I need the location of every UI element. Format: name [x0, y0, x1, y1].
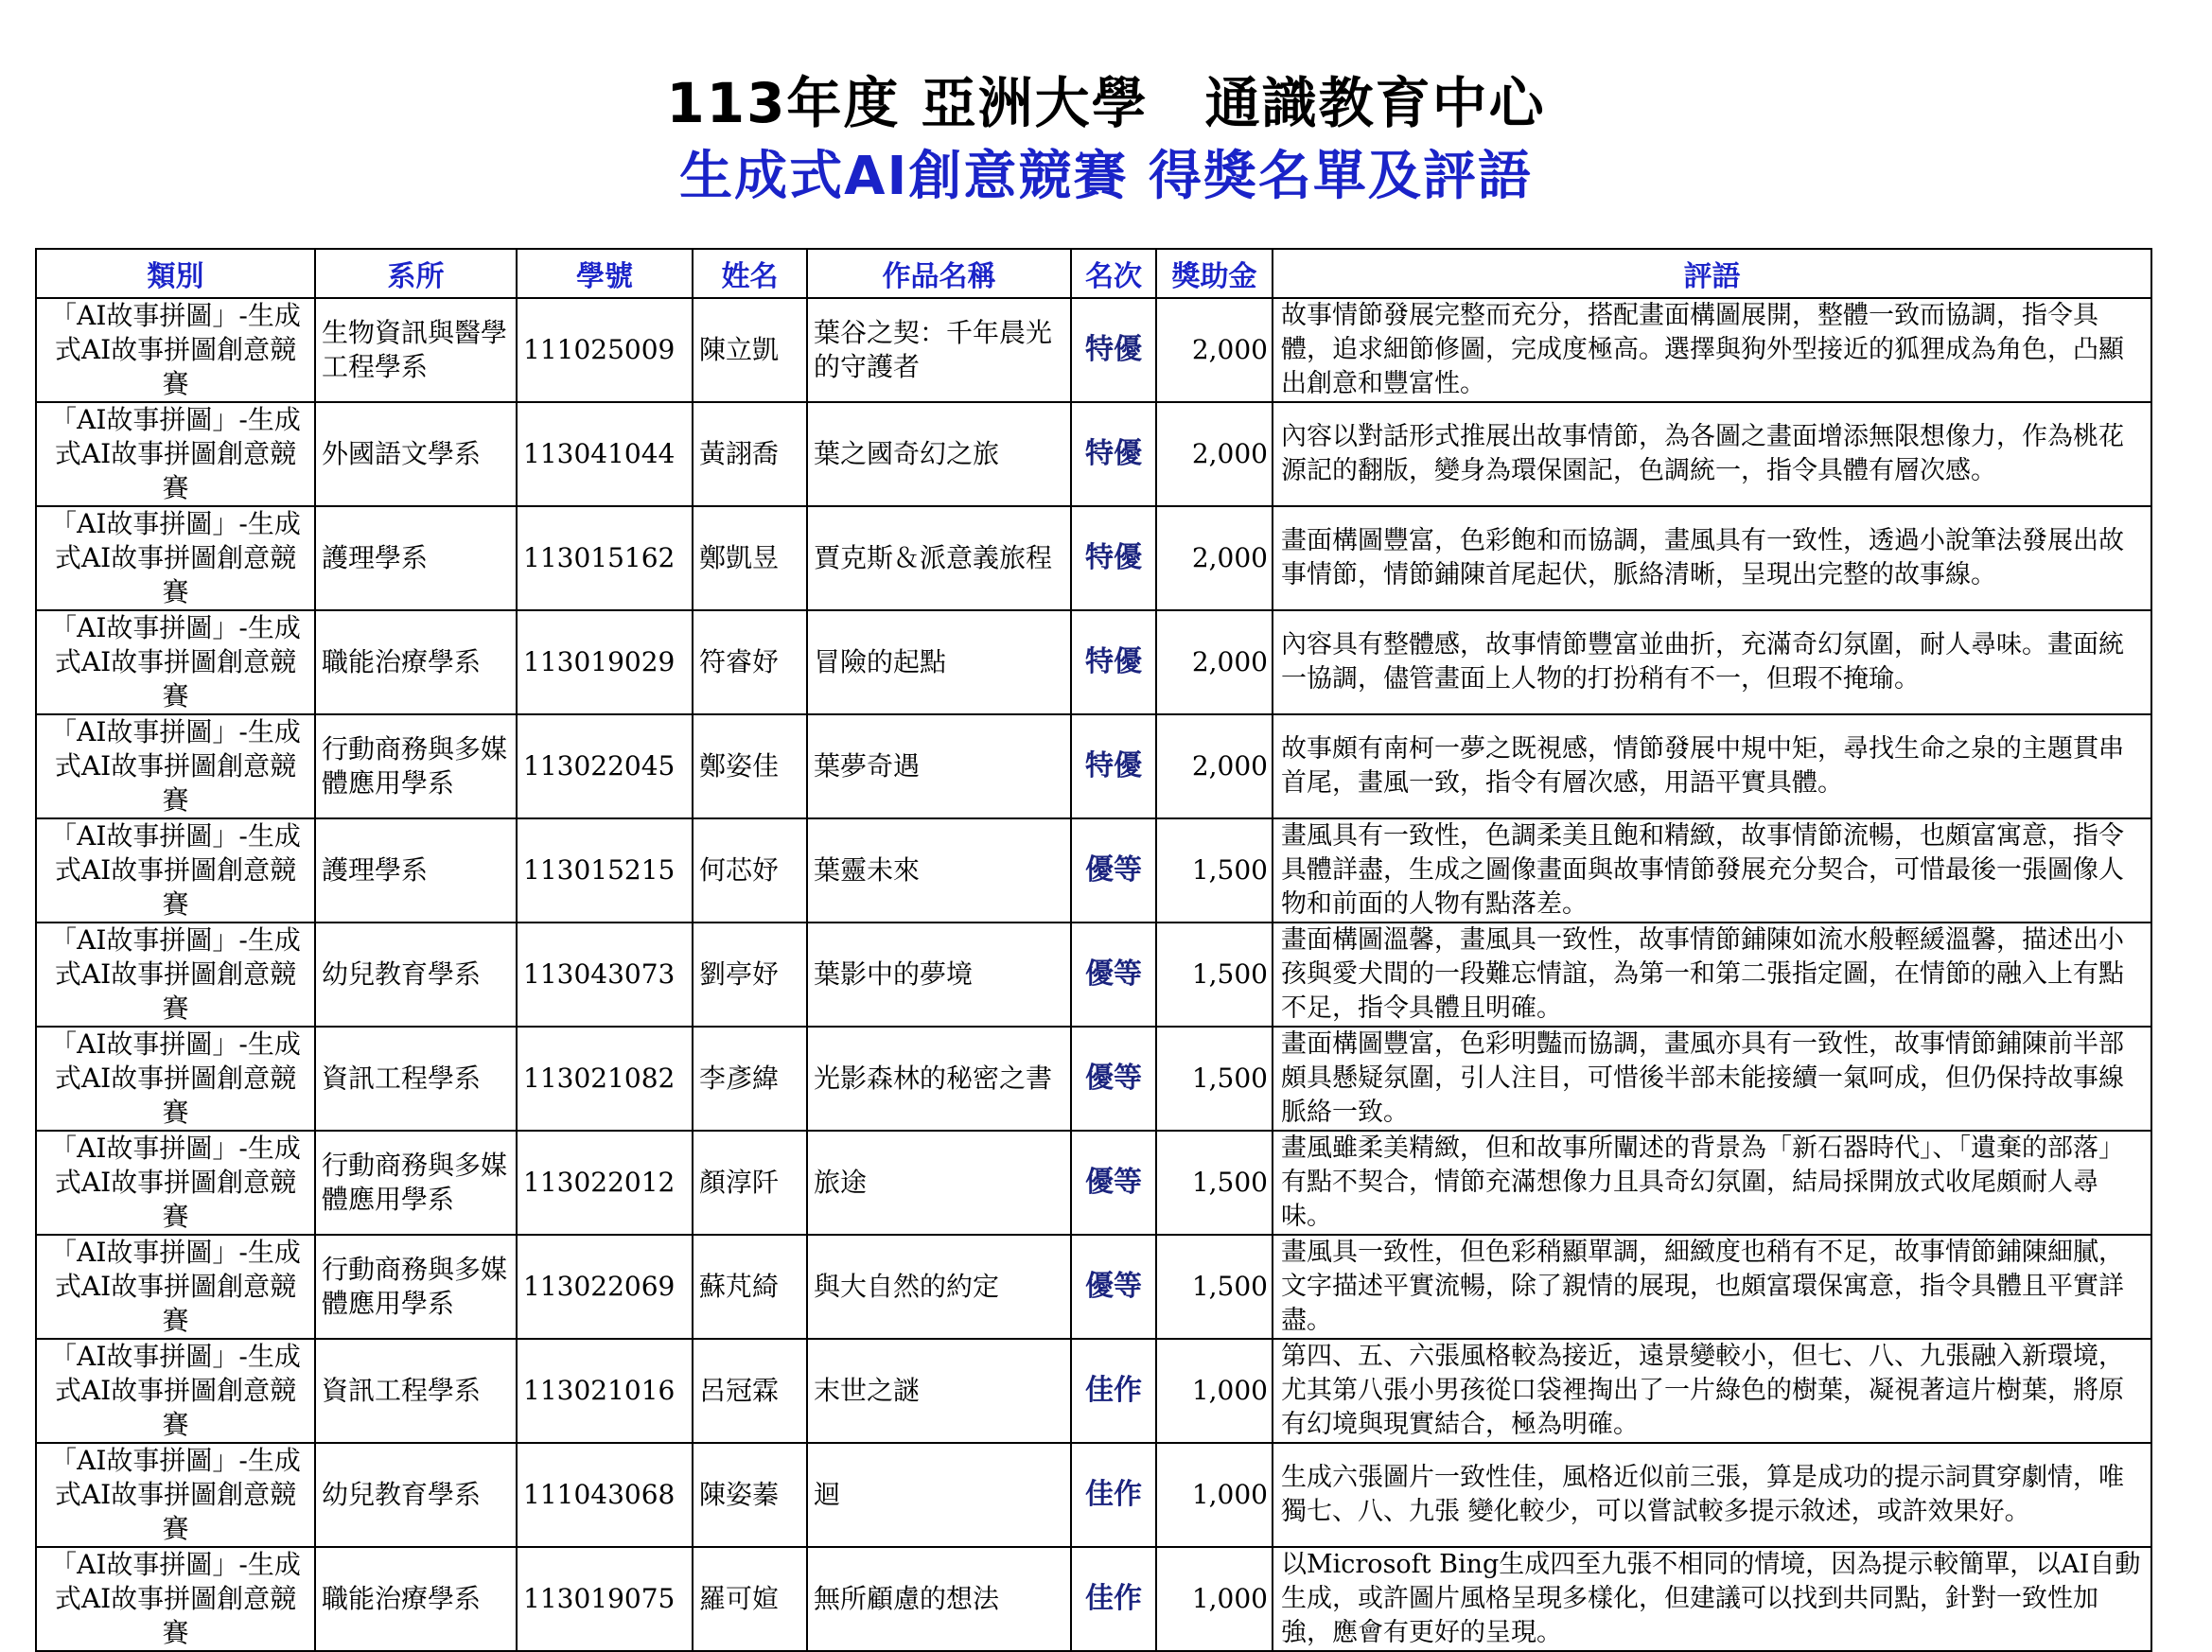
cell-award: 1,500	[1156, 923, 1273, 1027]
cell-student-id: 113022045	[517, 714, 693, 818]
cell-award: 1,500	[1156, 818, 1273, 923]
table-row	[36, 818, 2151, 923]
cell-category: 「AI故事拼圖」-生成式AI故事拼圖創意競賽	[36, 1547, 315, 1651]
cell-department: 外國語文學系	[315, 402, 517, 506]
cell-award: 2,000	[1156, 298, 1273, 402]
cell-category: 「AI故事拼圖」-生成式AI故事拼圖創意競賽	[36, 298, 315, 402]
cell-comment: 畫風雖柔美精緻，但和故事所闡述的背景為「新石器時代」、「遺棄的部落」有點不契合，情節充滿想像力且具奇幻氛圍，結局採開放式收尾頗耐人尋味。	[1273, 1131, 2151, 1235]
cell-category: 「AI故事拼圖」-生成式AI故事拼圖創意競賽	[36, 1131, 315, 1235]
cell-student-id: 113022012	[517, 1131, 693, 1235]
cell-student-id: 113041044	[517, 402, 693, 506]
cell-work: 賈克斯＆派意義旅程	[807, 506, 1071, 610]
column-header-category: 類別	[36, 249, 315, 298]
cell-work: 葉夢奇遇	[807, 714, 1071, 818]
cell-department: 護理學系	[315, 818, 517, 923]
table-row	[36, 402, 2151, 506]
cell-comment: 生成六張圖片一致性佳，風格近似前三張，算是成功的提示詞貫穿劇情，唯獨七、八、九張 變化較少，可以嘗試較多提示敘述，或許效果好。	[1273, 1443, 2151, 1547]
cell-rank: 特優	[1071, 714, 1156, 818]
cell-student-id: 113015215	[517, 818, 693, 923]
cell-name: 何芯妤	[693, 818, 807, 923]
table-row	[36, 1443, 2151, 1547]
cell-rank: 佳作	[1071, 1339, 1156, 1443]
cell-comment: 以Microsoft Bing生成四至九張不相同的情境，因為提示較簡單，以AI自動生成，或許圖片風格呈現多樣化，但建議可以找到共同點，針對一致性加強，應會有更好的呈現。	[1273, 1547, 2151, 1651]
cell-comment: 畫面構圖豐富，色彩明豔而協調，畫風亦具有一致性，故事情節鋪陳前半部頗具懸疑氛圍，引人注目，可惜後半部未能接續一氣呵成，但仍保持故事線脈絡一致。	[1273, 1027, 2151, 1131]
cell-award: 1,000	[1156, 1547, 1273, 1651]
cell-work: 光影森林的秘密之書	[807, 1027, 1071, 1131]
cell-department: 幼兒教育學系	[315, 1443, 517, 1547]
cell-comment: 內容以對話形式推展出故事情節，為各圖之畫面增添無限想像力，作為桃花源記的翻版，變身為環保園記，色調統一，指令具體有層次感。	[1273, 402, 2151, 506]
cell-category: 「AI故事拼圖」-生成式AI故事拼圖創意競賽	[36, 610, 315, 714]
cell-student-id: 113019075	[517, 1547, 693, 1651]
column-header-name: 姓名	[693, 249, 807, 298]
cell-category: 「AI故事拼圖」-生成式AI故事拼圖創意競賽	[36, 923, 315, 1027]
cell-award: 2,000	[1156, 610, 1273, 714]
cell-category: 「AI故事拼圖」-生成式AI故事拼圖創意競賽	[36, 1027, 315, 1131]
cell-work: 與大自然的約定	[807, 1235, 1071, 1339]
table-row	[36, 298, 2151, 402]
cell-rank: 佳作	[1071, 1547, 1156, 1651]
cell-work: 葉靈未來	[807, 818, 1071, 923]
cell-comment: 畫面構圖溫馨，畫風具一致性，故事情節鋪陳如流水般輕緩溫馨，描述出小孩與愛犬間的一段難忘情誼，為第一和第二張指定圖，在情節的融入上有點不足，指令具體且明確。	[1273, 923, 2151, 1027]
cell-rank: 優等	[1071, 818, 1156, 923]
cell-rank: 特優	[1071, 610, 1156, 714]
cell-comment: 內容具有整體感，故事情節豐富並曲折，充滿奇幻氛圍，耐人尋味。畫面統一協調，儘管畫面上人物的打扮稍有不一，但瑕不掩瑜。	[1273, 610, 2151, 714]
cell-student-id: 113022069	[517, 1235, 693, 1339]
cell-work: 旅途	[807, 1131, 1071, 1235]
cell-student-id: 113021082	[517, 1027, 693, 1131]
table-row	[36, 1131, 2151, 1235]
cell-department: 資訊工程學系	[315, 1027, 517, 1131]
table-row	[36, 1547, 2151, 1651]
cell-award: 1,500	[1156, 1131, 1273, 1235]
page-title: 113年度 亞洲大學 通識教育中心	[666, 71, 1546, 135]
cell-comment: 故事情節發展完整而充分，搭配畫面構圖展開，整體一致而協調，指令具體，追求細節修圖，完成度極高。選擇與狗外型接近的狐狸成為角色，凸顯出創意和豐富性。	[1273, 298, 2151, 402]
cell-name: 符睿妤	[693, 610, 807, 714]
cell-name: 陳立凱	[693, 298, 807, 402]
cell-department: 行動商務與多媒體應用學系	[315, 1131, 517, 1235]
cell-student-id: 113015162	[517, 506, 693, 610]
cell-name: 呂冠霖	[693, 1339, 807, 1443]
cell-rank: 優等	[1071, 923, 1156, 1027]
cell-rank: 優等	[1071, 1235, 1156, 1339]
table-row	[36, 610, 2151, 714]
cell-rank: 佳作	[1071, 1443, 1156, 1547]
cell-student-id: 111043068	[517, 1443, 693, 1547]
cell-rank: 特優	[1071, 298, 1156, 402]
table-row	[36, 714, 2151, 818]
cell-award: 2,000	[1156, 402, 1273, 506]
cell-name: 劉亭妤	[693, 923, 807, 1027]
column-header-department: 系所	[315, 249, 517, 298]
page-subtitle: 生成式AI創意競賽 得獎名單及評語	[679, 146, 1533, 207]
column-header-award: 獎助金	[1156, 249, 1273, 298]
cell-rank: 優等	[1071, 1131, 1156, 1235]
cell-student-id: 111025009	[517, 298, 693, 402]
awards-table	[35, 248, 2152, 1652]
cell-work: 迴	[807, 1443, 1071, 1547]
cell-work: 冒險的起點	[807, 610, 1071, 714]
column-header-student-id: 學號	[517, 249, 693, 298]
cell-name: 羅可媗	[693, 1547, 807, 1651]
cell-category: 「AI故事拼圖」-生成式AI故事拼圖創意競賽	[36, 714, 315, 818]
cell-department: 資訊工程學系	[315, 1339, 517, 1443]
cell-name: 顏淳阡	[693, 1131, 807, 1235]
cell-comment: 畫面構圖豐富，色彩飽和而協調，畫風具有一致性，透過小說筆法發展出故事情節，情節鋪陳首尾起伏，脈絡清晰，呈現出完整的故事線。	[1273, 506, 2151, 610]
cell-category: 「AI故事拼圖」-生成式AI故事拼圖創意競賽	[36, 1339, 315, 1443]
table-row	[36, 1235, 2151, 1339]
cell-category: 「AI故事拼圖」-生成式AI故事拼圖創意競賽	[36, 402, 315, 506]
cell-name: 李彥緯	[693, 1027, 807, 1131]
cell-student-id: 113021016	[517, 1339, 693, 1443]
cell-department: 職能治療學系	[315, 610, 517, 714]
cell-award: 1,500	[1156, 1027, 1273, 1131]
table-row	[36, 506, 2151, 610]
cell-category: 「AI故事拼圖」-生成式AI故事拼圖創意競賽	[36, 1235, 315, 1339]
cell-department: 護理學系	[315, 506, 517, 610]
cell-department: 行動商務與多媒體應用學系	[315, 714, 517, 818]
cell-student-id: 113043073	[517, 923, 693, 1027]
cell-work: 葉谷之契：千年晨光的守護者	[807, 298, 1071, 402]
cell-award: 1,000	[1156, 1443, 1273, 1547]
column-header-comment: 評語	[1273, 249, 2151, 298]
cell-name: 鄭凱昱	[693, 506, 807, 610]
cell-department: 幼兒教育學系	[315, 923, 517, 1027]
cell-work: 葉影中的夢境	[807, 923, 1071, 1027]
cell-category: 「AI故事拼圖」-生成式AI故事拼圖創意競賽	[36, 1443, 315, 1547]
column-header-rank: 名次	[1071, 249, 1156, 298]
cell-award: 2,000	[1156, 506, 1273, 610]
cell-category: 「AI故事拼圖」-生成式AI故事拼圖創意競賽	[36, 506, 315, 610]
cell-comment: 畫風具有一致性，色調柔美且飽和精緻，故事情節流暢，也頗富寓意，指令具體詳盡，生成之圖像畫面與故事情節發展充分契合，可惜最後一張圖像人物和前面的人物有點落差。	[1273, 818, 2151, 923]
cell-work: 無所顧慮的想法	[807, 1547, 1071, 1651]
cell-name: 鄭姿佳	[693, 714, 807, 818]
cell-student-id: 113019029	[517, 610, 693, 714]
cell-rank: 優等	[1071, 1027, 1156, 1131]
cell-work: 末世之謎	[807, 1339, 1071, 1443]
cell-comment: 第四、五、六張風格較為接近，遠景變較小，但七、八、九張融入新環境，尤其第八張小男孩從口袋裡掏出了一片綠色的樹葉，凝視著這片樹葉，將原有幻境與現實結合，極為明確。	[1273, 1339, 2151, 1443]
table-row	[36, 1027, 2151, 1131]
table-row	[36, 1339, 2151, 1443]
cell-award: 2,000	[1156, 714, 1273, 818]
cell-department: 行動商務與多媒體應用學系	[315, 1235, 517, 1339]
cell-name: 蘇芃綺	[693, 1235, 807, 1339]
cell-name: 黃詡喬	[693, 402, 807, 506]
cell-award: 1,000	[1156, 1339, 1273, 1443]
cell-rank: 特優	[1071, 506, 1156, 610]
table-row	[36, 923, 2151, 1027]
cell-rank: 特優	[1071, 402, 1156, 506]
table-header-row	[36, 249, 2151, 298]
cell-comment: 故事頗有南柯一夢之既視感，情節發展中規中矩，尋找生命之泉的主題貫串首尾，畫風一致，指令有層次感，用語平實具體。	[1273, 714, 2151, 818]
cell-department: 職能治療學系	[315, 1547, 517, 1651]
cell-work: 葉之國奇幻之旅	[807, 402, 1071, 506]
column-header-work: 作品名稱	[807, 249, 1071, 298]
cell-department: 生物資訊與醫學工程學系	[315, 298, 517, 402]
cell-category: 「AI故事拼圖」-生成式AI故事拼圖創意競賽	[36, 818, 315, 923]
cell-comment: 畫風具一致性，但色彩稍顯單調，細緻度也稍有不足，故事情節鋪陳細膩，文字描述平實流暢，除了親情的展現，也頗富環保寓意，指令具體且平實詳盡。	[1273, 1235, 2151, 1339]
cell-award: 1,500	[1156, 1235, 1273, 1339]
cell-name: 陳姿蓁	[693, 1443, 807, 1547]
